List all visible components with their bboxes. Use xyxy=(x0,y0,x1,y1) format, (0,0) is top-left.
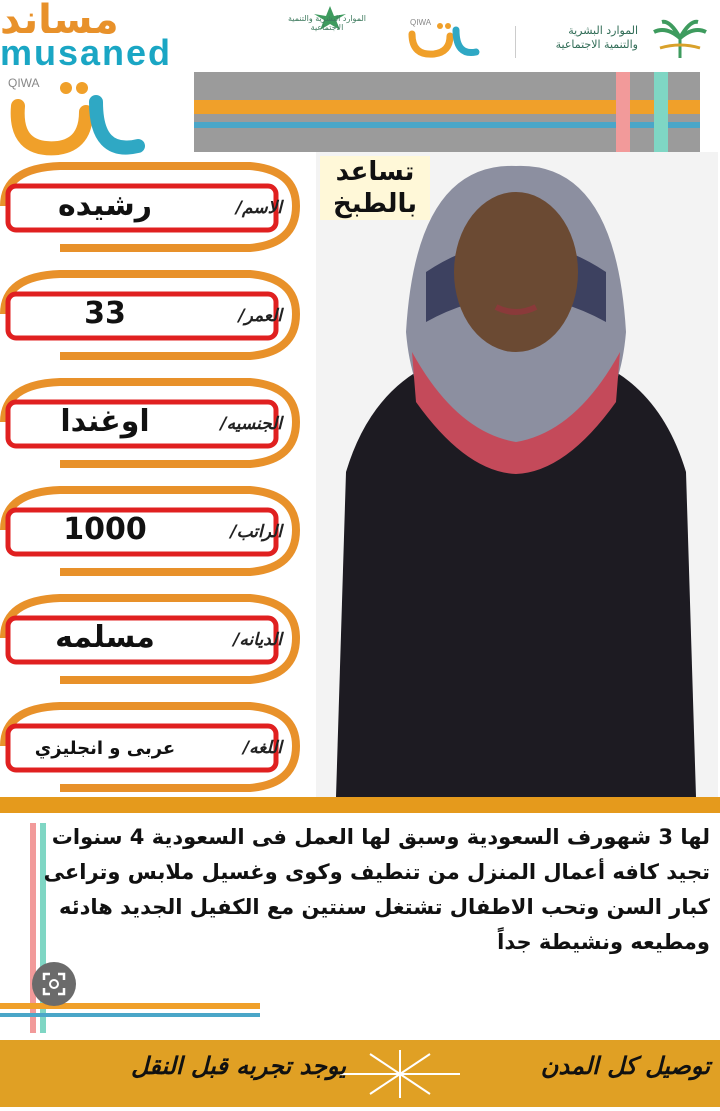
field-value: 1000 xyxy=(63,512,147,547)
decorative-banner xyxy=(194,72,700,152)
field-label: العمر/ xyxy=(238,306,282,326)
field-name xyxy=(0,160,300,254)
worker-figure-icon xyxy=(316,152,718,797)
footer-trial-text: يوجد تجربه قبل النقل xyxy=(131,1052,346,1080)
skill-caption: تساعد بالطبخ xyxy=(320,156,430,220)
field-label: اللغه/ xyxy=(242,738,282,758)
field-value: رشيده xyxy=(57,188,153,223)
field-language xyxy=(0,700,300,794)
field-value: اوغندا xyxy=(60,404,150,439)
banner-green-bar xyxy=(654,72,668,152)
scan-icon xyxy=(32,962,76,1006)
banner-pink-bar xyxy=(616,72,630,152)
worker-photo xyxy=(316,152,718,797)
field-label: الراتب/ xyxy=(230,522,282,542)
footer-delivery-text: توصيل كل المدن xyxy=(540,1052,710,1080)
field-value: 33 xyxy=(84,296,126,331)
musaned-english-logo: musaned xyxy=(0,32,173,73)
field-age xyxy=(0,268,300,362)
musaned-arabic-logo: مساند xyxy=(0,0,119,43)
field-label: الاسم/ xyxy=(235,198,282,218)
ministry-line-1: الموارد البشرية xyxy=(568,24,638,37)
field-religion xyxy=(0,592,300,686)
header-divider xyxy=(515,26,516,58)
description-text: لها 3 شهورف السعودية وسبق لها العمل فى السعودية 4 سنوات تجيد كافه أعمال المنزل من تنطيف وكوى وغسيل ملابس وتراعى كبار السن وتحب الاطفال تشتغل سنتين مع الكفيل الجديد هادئه ومطيعه ونشيطة جداً xyxy=(43,825,710,954)
scan-button[interactable] xyxy=(32,962,76,1006)
palm-logo-icon xyxy=(648,18,712,64)
hr-emblem-text: الموارد البشرية والتنمية الاجتماعية xyxy=(288,14,366,32)
ministry-name xyxy=(528,24,638,52)
qiwa-big-label: QIWA xyxy=(8,76,40,90)
field-value: عربى و انجليزي xyxy=(34,738,176,759)
field-label: الديانه/ xyxy=(233,630,282,650)
qiwa-small-label: QIWA xyxy=(410,18,432,27)
field-value: مسلمه xyxy=(55,620,155,655)
field-salary xyxy=(0,484,300,578)
ministry-line-2: والتنمية الاجتماعية xyxy=(555,38,638,51)
field-nationality xyxy=(0,376,300,470)
description-top-bar xyxy=(0,797,720,813)
field-label: الجنسيه/ xyxy=(220,414,282,434)
